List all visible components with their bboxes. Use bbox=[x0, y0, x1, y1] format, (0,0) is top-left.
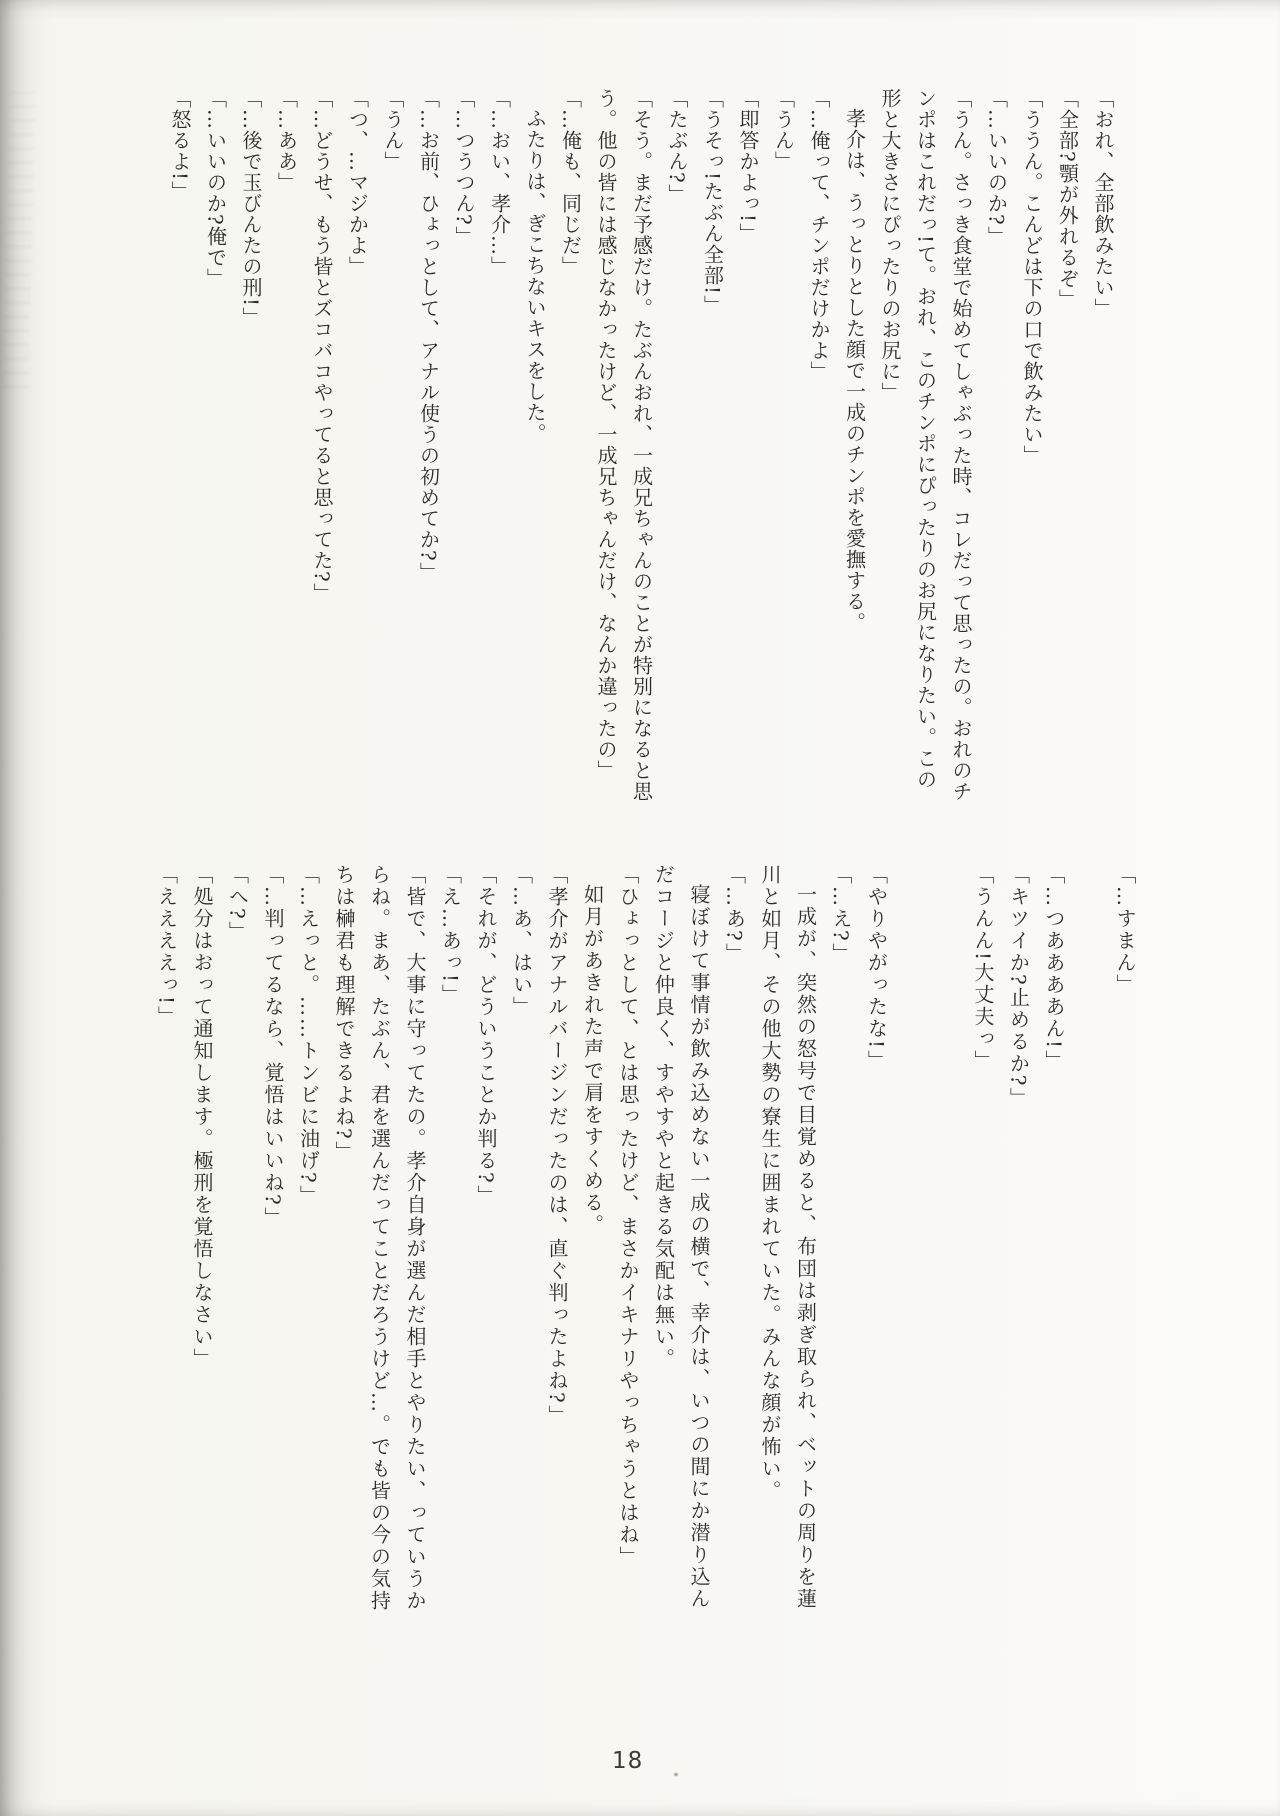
text-column: ちは榊君も理解できるよね?」 bbox=[332, 864, 356, 1163]
text-column: 「うそっ!たぶん全部!」 bbox=[700, 88, 725, 317]
text-column: ンポはこれだっ!て。おれ、このチンポにぴったりのお尻になりたい。この bbox=[913, 88, 938, 791]
text-column: 「怒るよ!」 bbox=[168, 88, 192, 203]
text-column: 「…俺って、チンポだけかよ」 bbox=[807, 88, 831, 382]
text-column: らね。まあ、たぶん、君を選んだってことだろうけど…。でも皆の今の気持 bbox=[367, 864, 392, 1612]
text-column: 「え…あっ!」 bbox=[438, 864, 463, 1007]
text-column: 「ひょっとして、とは思ったけど、まさかイキナリやっちゃうとはね」 bbox=[616, 864, 640, 1568]
text-column: 「…判ってるなら、覚悟はいいね?」 bbox=[261, 864, 285, 1229]
text-column: 「…おい、孝介…」 bbox=[487, 88, 512, 277]
text-column: 「…あ?」 bbox=[722, 864, 747, 965]
text-column: 如月があきれた声で肩をすくめる。 bbox=[580, 884, 605, 1236]
text-column: 「…後で玉びんたの刑!」 bbox=[239, 88, 263, 329]
text-column: 「孝介がアナルバージンだったのは、直ぐ判ったよね?」 bbox=[545, 864, 569, 1427]
text-column: 一成が、突然の怒号で目覚めると、布団は剥ぎ取られ、ベットの周りを蓮 bbox=[793, 884, 818, 1610]
text-column: 「おれ、全部飲みたい」 bbox=[1091, 88, 1115, 319]
text-column: 「そう。まだ予感だけ。たぶんおれ、一成兄ちゃんのことが特別になると思 bbox=[629, 88, 654, 802]
text-column: 「へ?」 bbox=[225, 864, 250, 943]
text-column: 「それが、どういうことか判る?」 bbox=[474, 864, 498, 1207]
scan-smudge-artifact bbox=[2, 92, 36, 393]
text-column: 「つ、…マジかよ」 bbox=[345, 88, 370, 277]
text-column: 「うん。さっき食堂で始めてしゃぶった時、コレだって思ったの。おれのチ bbox=[949, 88, 973, 802]
scan-dust-speck bbox=[674, 1773, 678, 1776]
text-column: 「うんん!大丈夫っ」 bbox=[971, 864, 995, 1073]
text-column: 「…どうせ、もう皆とズコバコやってると思ってた?」 bbox=[310, 88, 334, 604]
text-column: 「うん」 bbox=[381, 88, 405, 172]
page-number: 18 bbox=[612, 1748, 644, 1774]
column-gap bbox=[929, 864, 965, 1642]
column-gap bbox=[1071, 864, 1107, 1642]
text-column: 「処分はおって通知します。極刑を覚悟しなさい」 bbox=[190, 864, 214, 1370]
text-block-bottom bbox=[148, 864, 1142, 1642]
text-column: 孝介は、うっとりとした顔で一成のチンポを愛撫する。 bbox=[842, 108, 867, 633]
text-column: 「ええええっ!」 bbox=[154, 864, 179, 1029]
text-column: 「全部?顎が外れるぞ」 bbox=[1055, 88, 1080, 310]
text-block-top bbox=[162, 88, 1121, 814]
text-column: 「…俺も、同じだ」 bbox=[558, 88, 583, 277]
text-column: 「…すまん」 bbox=[1113, 864, 1137, 996]
text-column: 「ううん。こんどは下の口で飲みたい」 bbox=[1020, 88, 1044, 466]
text-column: だコージと仲良く、すやすやと起きる気配は無い。 bbox=[651, 864, 676, 1370]
text-column: 「…つああああん!」 bbox=[1042, 864, 1066, 1073]
text-column: 「やりやがったな!」 bbox=[864, 864, 889, 1073]
text-column: 「…お前、ひょっとして、アナル使うの初めてか?」 bbox=[416, 88, 441, 583]
text-column: 「…つうつん?」 bbox=[452, 88, 476, 247]
text-column: ふたりは、ぎこちないキスをした。 bbox=[523, 108, 547, 444]
text-column: 「キツイか?止めるか?」 bbox=[1006, 864, 1031, 1110]
text-column: 「…ああ」 bbox=[274, 88, 299, 193]
text-column: 「…いいのか?」 bbox=[984, 88, 1009, 247]
text-column: 「うん」 bbox=[771, 88, 796, 172]
text-column: 川と如月、その他大勢の寮生に囲まれていた。みんな顔が怖い。 bbox=[758, 864, 782, 1502]
text-column: 「…いいのか?俺で」 bbox=[203, 88, 228, 289]
text-column: 寝ぼけて事情が飲み込めない一成の横で、幸介は、いつの間にか潜り込ん bbox=[687, 884, 711, 1610]
text-column: 「皆で、大事に守ってたの。孝介自身が選んだ相手とやりたい、っていうか bbox=[403, 864, 427, 1612]
text-column: う。他の皆には感じなかったけど、一成兄ちゃんだけ、なんか違ったの」 bbox=[594, 88, 618, 781]
text-column: 「…え?」 bbox=[829, 864, 853, 965]
text-column: 「…あ、はい」 bbox=[509, 864, 534, 1018]
column-gap bbox=[894, 864, 930, 1642]
text-column: 「即答かよっ!」 bbox=[736, 88, 760, 245]
text-column: 形と大きさにぴったりのお尻に」 bbox=[878, 88, 902, 403]
text-column: 「たぶん?」 bbox=[665, 88, 689, 205]
text-column: 「…えっと。……トンビに油げ?」 bbox=[296, 864, 321, 1207]
